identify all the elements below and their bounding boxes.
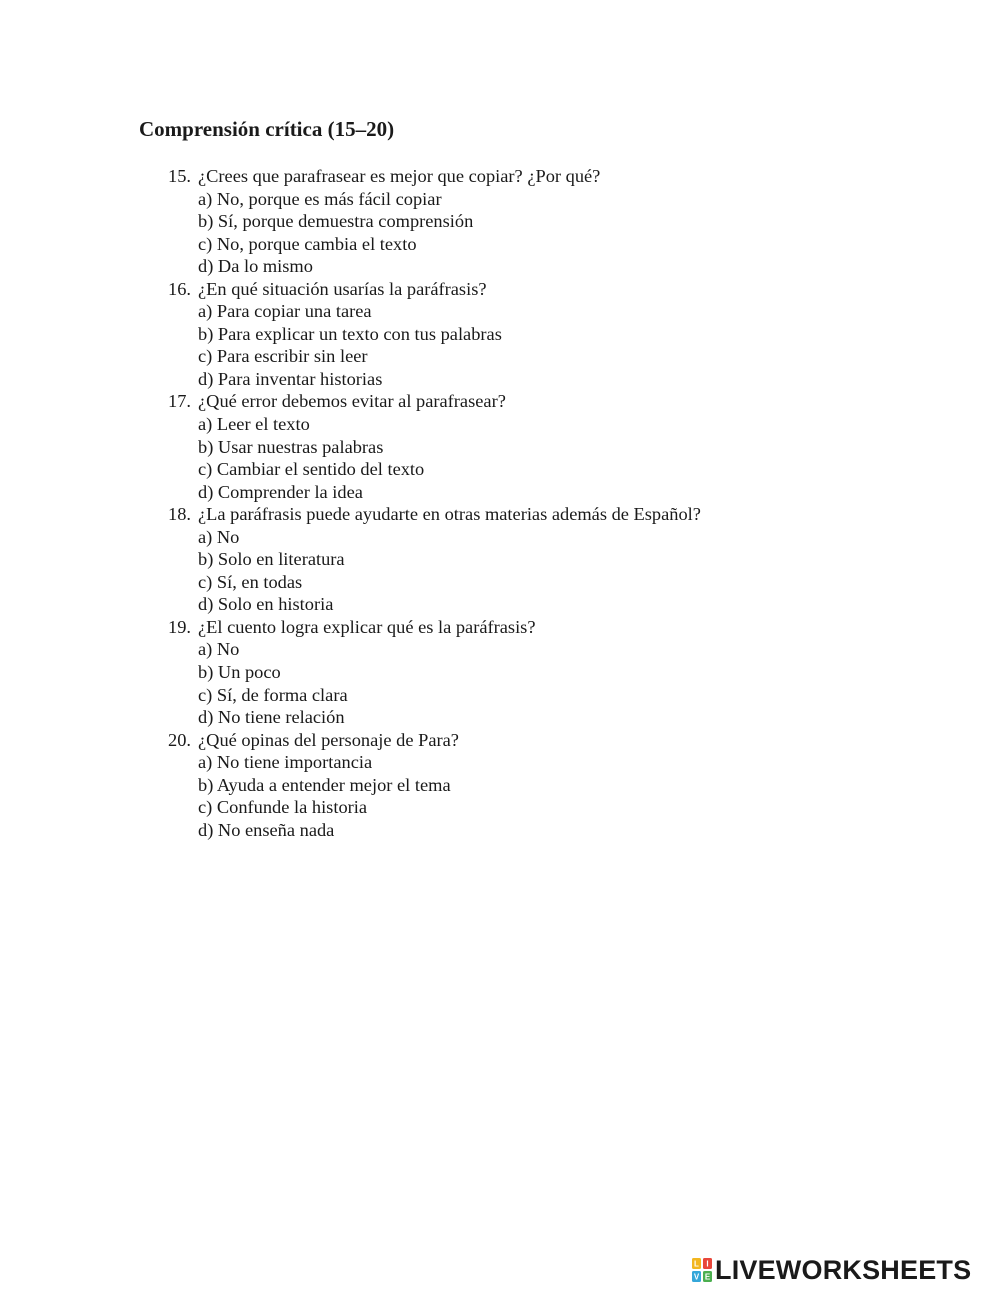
option-16-c[interactable]: c) Para escribir sin leer [198,346,368,367]
question-text: ¿Qué opinas del personaje de Para? [198,729,459,750]
option-20-b[interactable]: b) Ayuda a entender mejor el tema [198,774,451,795]
question-15 [168,165,701,188]
question-20 [168,729,701,752]
page-title: Comprensión crítica (15–20) [139,117,395,141]
question-number: 20. [168,729,191,750]
option-19-a[interactable]: a) No [198,639,240,660]
option-19-c[interactable]: c) Sí, de forma clara [198,684,348,705]
liveworksheets-logo-text: LIVEWORKSHEETS [715,1255,972,1285]
question-18 [168,503,701,526]
option-19-d[interactable]: d) No tiene relación [198,707,345,728]
option-17-d[interactable]: d) Comprender la idea [198,481,363,502]
option-19-b[interactable]: b) Un poco [198,662,281,683]
question-17 [168,390,701,413]
option-17-a[interactable]: a) Leer el texto [198,414,310,435]
option-16-a[interactable]: a) Para copiar una tarea [198,301,372,322]
question-number: 19. [168,616,191,637]
logo-letter: I [706,1259,709,1269]
question-text: ¿En qué situación usarías la paráfrasis? [198,278,487,299]
option-16-b[interactable]: b) Para explicar un texto con tus palabras [198,323,502,344]
question-19 [168,616,701,639]
option-17-c[interactable]: c) Cambiar el sentido del texto [198,459,425,480]
question-number: 18. [168,504,191,525]
question-number: 17. [168,391,191,412]
option-18-a[interactable]: a) No [198,526,240,547]
option-15-b[interactable]: b) Sí, porque demuestra comprensión [198,211,474,232]
option-20-c[interactable]: c) Confunde la historia [198,797,368,818]
question-text: ¿El cuento logra explicar qué es la paráfrasis? [198,616,536,637]
question-text: ¿La paráfrasis puede ayudarte en otras materias además de Español? [198,504,701,525]
question-number: 15. [168,166,191,186]
option-20-a[interactable]: a) No tiene importancia [198,752,373,773]
option-15-d[interactable]: d) Da lo mismo [198,256,313,277]
question-16 [168,278,701,301]
option-15-c[interactable]: c) No, porque cambia el texto [198,233,417,254]
option-18-c[interactable]: c) Sí, en todas [198,571,303,592]
question-text: ¿Crees que parafrasear es mejor que copiar? ¿Por qué? [198,166,601,186]
question-number: 16. [168,278,191,299]
option-18-d[interactable]: d) Solo en historia [198,594,334,615]
question-list [168,165,701,841]
logo-letter: L [694,1259,699,1269]
option-16-d[interactable]: d) Para inventar historias [198,368,383,389]
logo-letter: E [704,1272,711,1282]
question-text: ¿Qué error debemos evitar al parafrasear? [198,391,506,412]
liveworksheets-logo-icon [692,1258,712,1282]
option-17-b[interactable]: b) Usar nuestras palabras [198,436,384,457]
logo-letter: V [693,1272,700,1282]
option-20-d[interactable]: d) No enseña nada [198,819,335,840]
option-18-b[interactable]: b) Solo en literatura [198,549,345,570]
option-15-a[interactable]: a) No, porque es más fácil copiar [198,188,442,209]
liveworksheets-logo [692,1254,971,1286]
